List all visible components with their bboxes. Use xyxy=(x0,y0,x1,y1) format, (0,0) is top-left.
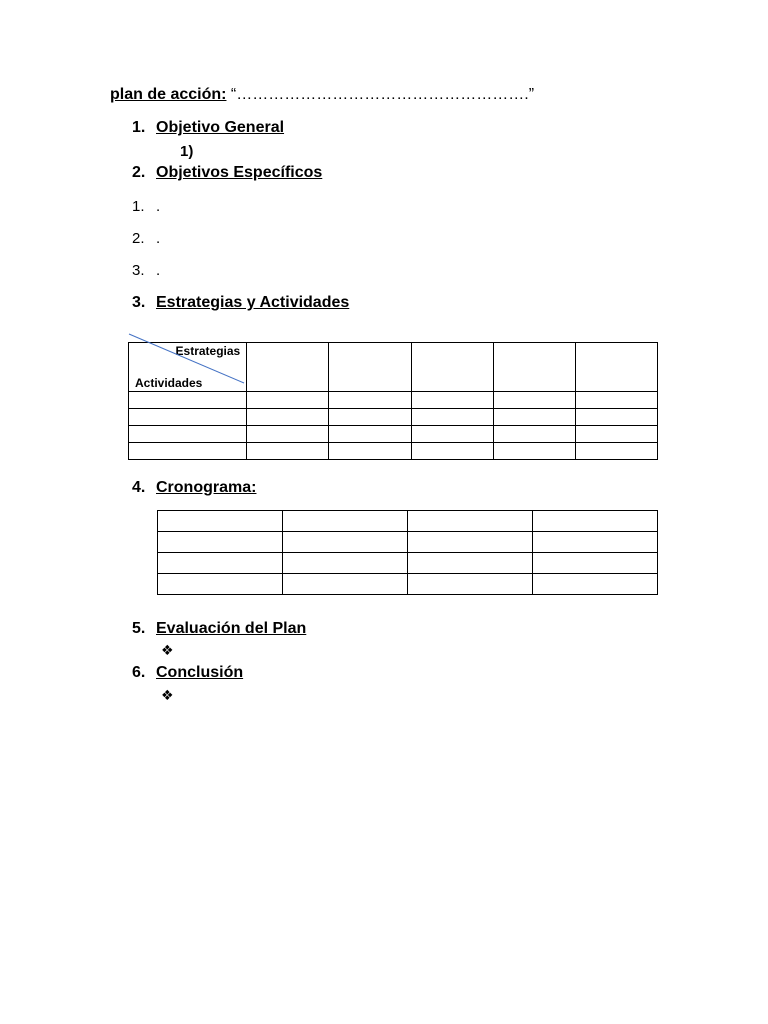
table-cell[interactable] xyxy=(329,443,411,460)
table-cell[interactable] xyxy=(329,426,411,443)
table-row xyxy=(158,511,658,532)
corner-label-actividades: Actividades xyxy=(135,376,203,390)
table-cell[interactable] xyxy=(493,409,575,426)
table-cell[interactable] xyxy=(408,532,533,553)
table-row xyxy=(129,409,658,426)
table-cell[interactable] xyxy=(411,426,493,443)
section-label: Objetivos Específicos xyxy=(156,164,323,181)
title-value: “……………………………………………….” xyxy=(230,86,535,103)
table-cell[interactable] xyxy=(533,532,658,553)
item-number: 2. xyxy=(132,230,145,247)
item-text: . xyxy=(156,198,161,215)
table-cell[interactable] xyxy=(575,443,657,460)
section-estrategias-actividades xyxy=(132,294,349,312)
item-text: . xyxy=(156,230,161,247)
table-cell[interactable] xyxy=(575,426,657,443)
section-number: 1. xyxy=(132,119,146,136)
table-cell[interactable] xyxy=(329,343,411,392)
section-label: Estrategias y Actividades xyxy=(156,294,350,311)
section-objetivos-especificos xyxy=(132,164,322,182)
diamond-bullet-icon: ❖ xyxy=(161,687,174,703)
section-number: 3. xyxy=(132,294,146,311)
table-cell[interactable] xyxy=(575,343,657,392)
table-row xyxy=(129,392,658,409)
table-cell[interactable] xyxy=(408,553,533,574)
section-number: 4. xyxy=(132,479,146,496)
table-cell[interactable] xyxy=(247,343,329,392)
table-cell[interactable] xyxy=(533,511,658,532)
section-number: 5. xyxy=(132,620,146,637)
table-cell[interactable] xyxy=(533,574,658,595)
section-label: Evaluación del Plan xyxy=(156,620,307,637)
table-cell[interactable] xyxy=(158,532,283,553)
corner-label-estrategias: Estrategias xyxy=(175,344,241,358)
table-cell[interactable] xyxy=(129,392,247,409)
table-cell[interactable] xyxy=(329,392,411,409)
table-cell[interactable] xyxy=(408,511,533,532)
table-cell[interactable] xyxy=(283,532,408,553)
diamond-bullet-icon: ❖ xyxy=(161,642,174,658)
table-cell[interactable] xyxy=(247,392,329,409)
table-cell[interactable] xyxy=(283,553,408,574)
item-number: 3. xyxy=(132,262,145,279)
specific-objective-item xyxy=(132,230,160,247)
schedule-table xyxy=(157,510,658,595)
item-text: . xyxy=(156,262,161,279)
table-cell[interactable] xyxy=(129,426,247,443)
table-row xyxy=(129,443,658,460)
specific-objective-item xyxy=(132,198,160,215)
table-cell[interactable] xyxy=(283,511,408,532)
corner-diagonal-line xyxy=(128,333,248,387)
table-cell[interactable] xyxy=(575,392,657,409)
table-cell[interactable] xyxy=(493,343,575,392)
section-label: Cronograma: xyxy=(156,479,257,496)
table-cell[interactable] xyxy=(411,343,493,392)
table-row xyxy=(129,426,658,443)
section-objetivo-general xyxy=(132,119,284,137)
table-cell[interactable] xyxy=(158,511,283,532)
section-conclusion xyxy=(132,664,243,682)
table-cell[interactable] xyxy=(158,553,283,574)
table-cell[interactable] xyxy=(411,392,493,409)
table-cell[interactable] xyxy=(533,553,658,574)
table-cell[interactable] xyxy=(493,392,575,409)
table-cell[interactable] xyxy=(158,574,283,595)
table-cell[interactable] xyxy=(493,426,575,443)
table-cell[interactable] xyxy=(247,443,329,460)
general-objective-item: 1) xyxy=(180,143,194,160)
table-cell[interactable] xyxy=(129,409,247,426)
table-cell[interactable] xyxy=(283,574,408,595)
section-number: 2. xyxy=(132,164,146,181)
table-cell[interactable] xyxy=(247,426,329,443)
table-cell[interactable] xyxy=(411,443,493,460)
section-number: 6. xyxy=(132,664,146,681)
table-row xyxy=(158,553,658,574)
section-label: Conclusión xyxy=(156,664,244,681)
section-label: Objetivo General xyxy=(156,119,285,136)
section-evaluacion xyxy=(132,620,306,638)
table-cell[interactable] xyxy=(575,409,657,426)
document-title xyxy=(110,86,534,104)
table-cell[interactable] xyxy=(247,409,329,426)
section-cronograma xyxy=(132,479,256,497)
specific-objective-item xyxy=(132,262,160,279)
table-cell[interactable] xyxy=(408,574,533,595)
table-cell[interactable] xyxy=(329,409,411,426)
table-cell[interactable] xyxy=(493,443,575,460)
table-cell[interactable] xyxy=(129,443,247,460)
item-number: 1. xyxy=(132,198,145,215)
table-row xyxy=(158,574,658,595)
title-label: plan de acción: xyxy=(110,86,227,103)
table-row xyxy=(158,532,658,553)
table-cell[interactable] xyxy=(411,409,493,426)
